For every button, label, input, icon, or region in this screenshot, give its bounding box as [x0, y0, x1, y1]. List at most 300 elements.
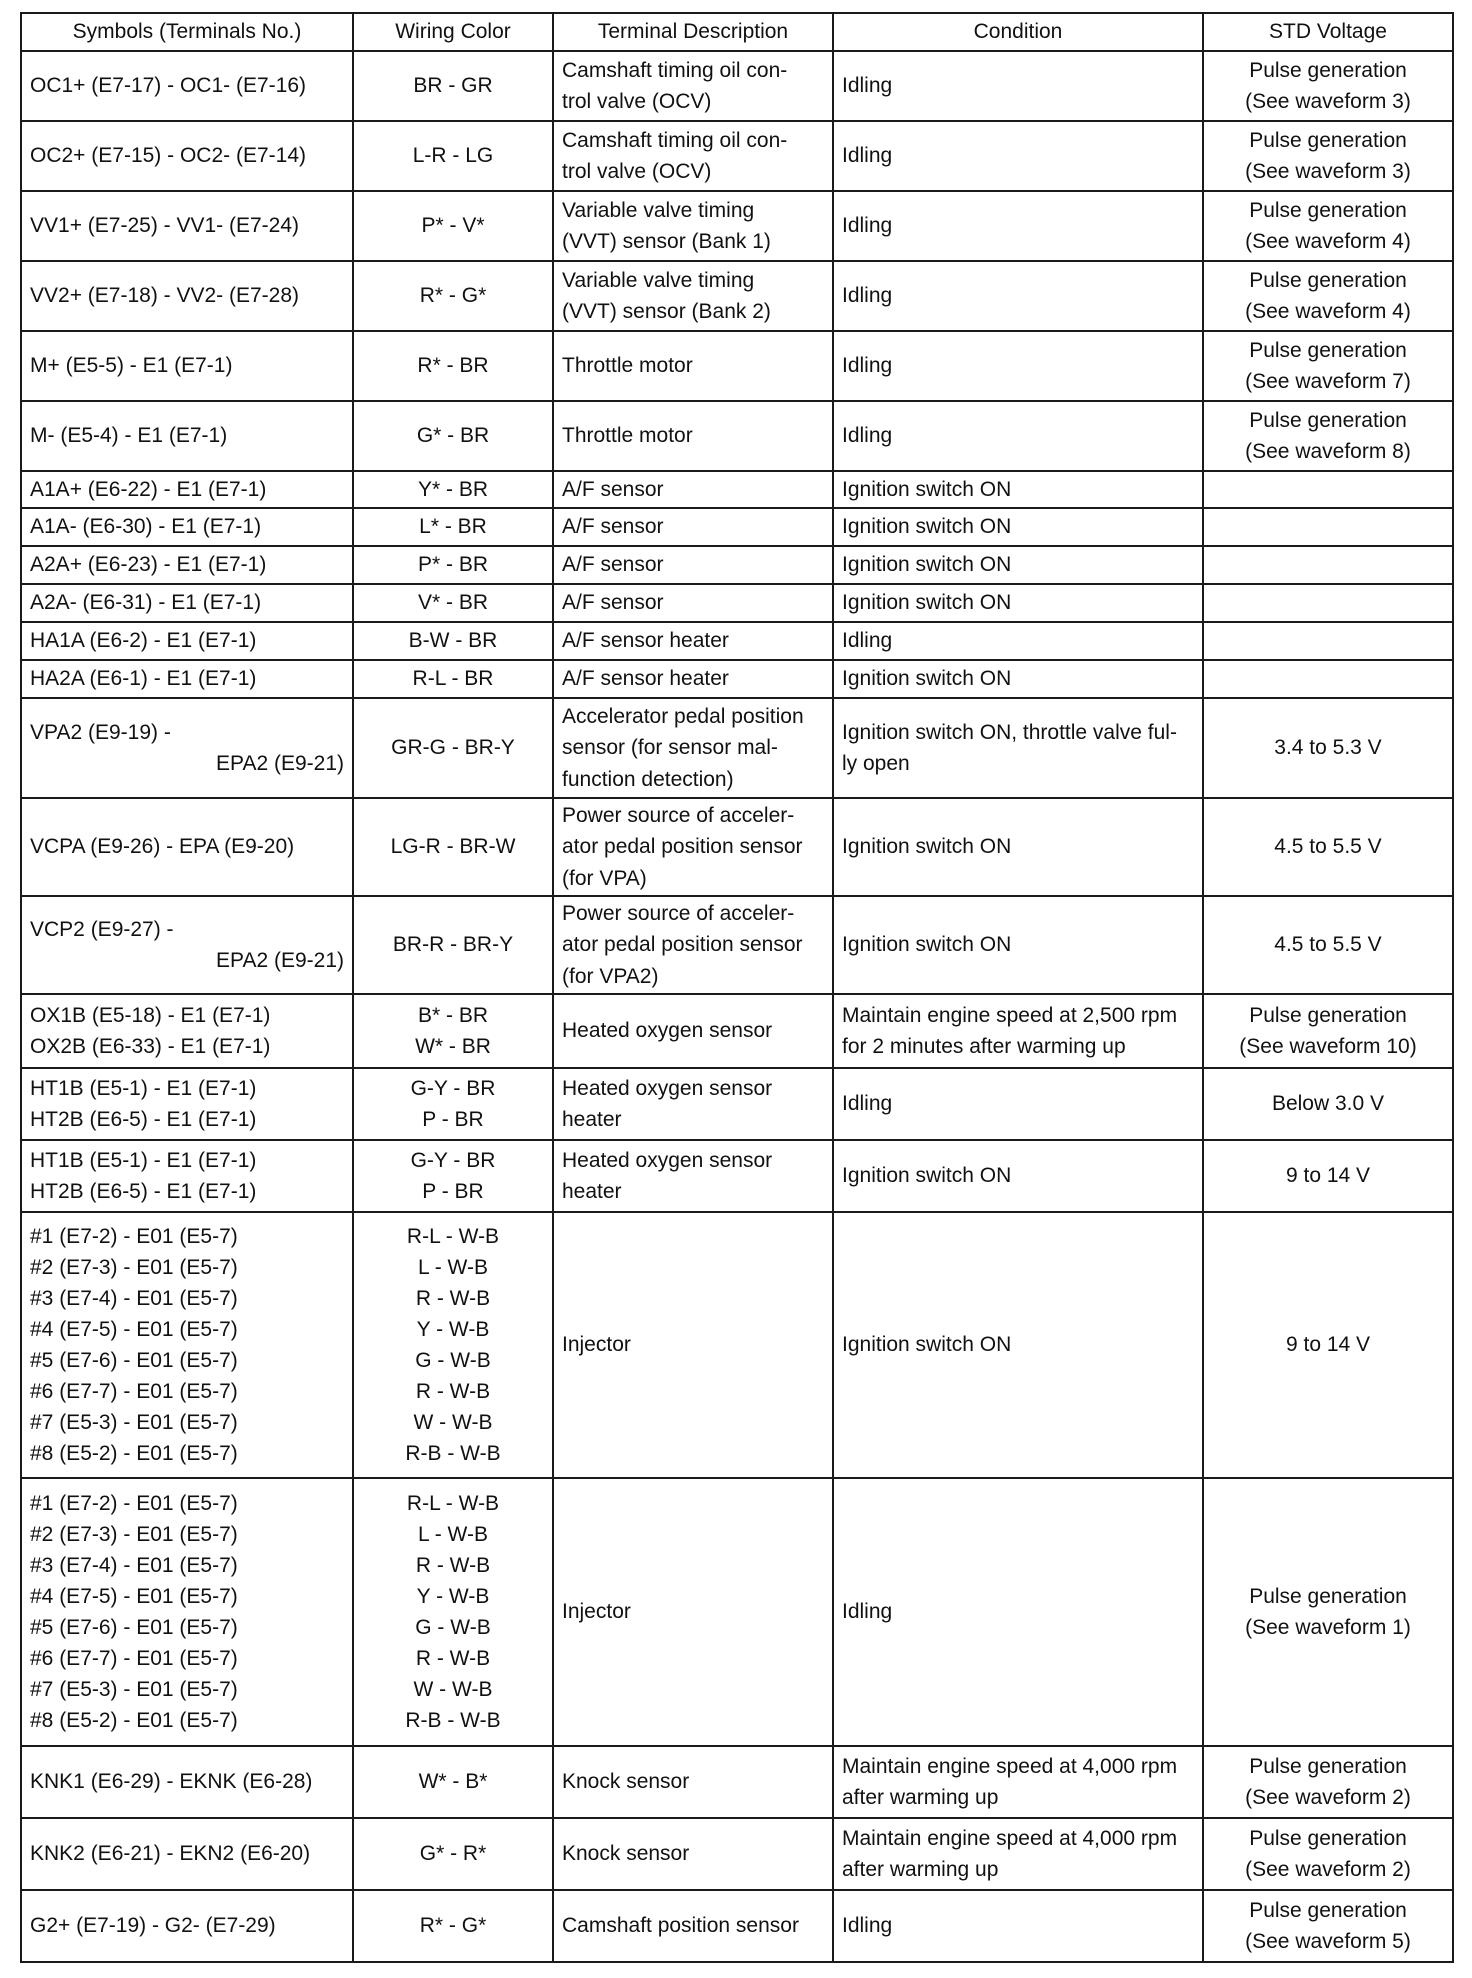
description-line: heater: [562, 1108, 622, 1131]
voltage-line: Pulse generation: [1249, 1584, 1407, 1608]
wiring-line: P* - BR: [417, 553, 488, 577]
condition-line: Idling: [842, 354, 893, 378]
description-line: Camshaft timing oil con-: [562, 58, 788, 82]
std-voltage-cell: [1203, 1068, 1453, 1140]
wiring-line: G-Y - BR: [410, 1148, 496, 1172]
description-line: A/F sensor heater: [562, 629, 729, 653]
voltage-line: (See waveform 8): [1245, 440, 1411, 463]
terminal-description-cell: [553, 51, 833, 121]
voltage-line: (See waveform 10): [1239, 1035, 1417, 1058]
condition-line: Ignition switch ON, throttle valve ful-: [842, 720, 1177, 744]
symbol-cell: [21, 1478, 353, 1746]
description-line: Throttle motor: [562, 354, 693, 378]
wiring-color-cell: [353, 1890, 553, 1962]
description-line: Accelerator pedal position: [562, 705, 804, 729]
description-line: Heated oxygen sensor: [562, 1148, 773, 1172]
wiring-color-cell: [353, 1746, 553, 1818]
condition-cell: [833, 1068, 1203, 1140]
wiring-line: R* - G*: [419, 1914, 487, 1938]
voltage-line: (See waveform 4): [1245, 300, 1411, 323]
description-line: function detection): [562, 767, 734, 791]
symbol-cell: [21, 1746, 353, 1818]
voltage-line: Pulse generation: [1249, 1898, 1407, 1922]
voltage-line: 4.5 to 5.5 V: [1274, 835, 1382, 859]
wiring-color-cell: [353, 698, 553, 798]
condition-line: Ignition switch ON: [842, 553, 1012, 577]
wiring-color-cell: [353, 622, 553, 660]
wiring-color-cell: [353, 261, 553, 331]
std-voltage-cell: [1203, 1140, 1453, 1212]
wiring-color-cell: [353, 798, 553, 896]
condition-line: Ignition switch ON: [842, 1164, 1012, 1188]
symbol-line: #8 (E5-2) - E01 (E5-7): [30, 1709, 238, 1733]
wiring-line: W - W-B: [413, 1411, 493, 1435]
wiring-line: L* - BR: [419, 515, 487, 539]
wiring-line: G - W-B: [415, 1349, 491, 1372]
wiring-color-cell: [353, 546, 553, 584]
symbol-cell: [21, 798, 353, 896]
wiring-color-cell: [353, 1818, 553, 1890]
voltage-line: 9 to 14 V: [1285, 1164, 1371, 1188]
condition-cell: [833, 331, 1203, 401]
std-voltage-cell: [1203, 1212, 1453, 1478]
voltage-line: Pulse generation: [1249, 198, 1407, 222]
wiring-color-cell: [353, 1212, 553, 1478]
symbol-cell: [21, 546, 353, 584]
std-voltage-cell: [1203, 508, 1453, 546]
condition-cell: [833, 261, 1203, 331]
symbol-line: #5 (E7-6) - E01 (E5-7): [30, 1616, 238, 1639]
symbol-line: #5 (E7-6) - E01 (E5-7): [30, 1349, 238, 1372]
description-line: (for VPA2): [562, 964, 659, 988]
table-row: [21, 1478, 1453, 1746]
condition-line: Idling: [842, 1600, 893, 1624]
condition-line: Ignition switch ON: [842, 591, 1012, 615]
description-line: Knock sensor: [562, 1770, 690, 1794]
std-voltage-cell: [1203, 331, 1453, 401]
wiring-color-cell: [353, 896, 553, 994]
voltage-line: Pulse generation: [1249, 58, 1407, 82]
symbol-cell: [21, 896, 353, 994]
table-row: [21, 1068, 1453, 1140]
wiring-color-cell: [353, 1140, 553, 1212]
wiring-color-cell: [353, 1478, 553, 1746]
voltage-line: (See waveform 1): [1245, 1616, 1411, 1639]
terminal-description-cell: [553, 1478, 833, 1746]
symbol-line: #3 (E7-4) - E01 (E5-7): [30, 1286, 238, 1310]
condition-line: Ignition switch ON: [842, 933, 1012, 957]
std-voltage-cell: [1203, 622, 1453, 660]
condition-line: for 2 minutes after warming up: [842, 1035, 1126, 1058]
symbol-cell: [21, 121, 353, 191]
condition-line: Idling: [842, 424, 893, 448]
condition-cell: [833, 1818, 1203, 1890]
description-line: (VVT) sensor (Bank 2): [562, 300, 771, 323]
description-line: Heated oxygen sensor: [562, 1019, 773, 1043]
symbol-line: #8 (E5-2) - E01 (E5-7): [30, 1442, 238, 1466]
terminal-description-cell: [553, 471, 833, 508]
condition-line: Ignition switch ON: [842, 835, 1012, 859]
description-line: Knock sensor: [562, 1842, 690, 1866]
std-voltage-cell: [1203, 584, 1453, 622]
symbol-cell: [21, 622, 353, 660]
wiring-line: R - W-B: [415, 1286, 491, 1310]
wiring-line: V* - BR: [417, 591, 488, 615]
symbol-line: EPA2 (E9-21): [216, 949, 344, 972]
condition-cell: [833, 896, 1203, 994]
table-row: [21, 51, 1453, 121]
std-voltage-cell: [1203, 191, 1453, 261]
terminal-description-cell: [553, 1746, 833, 1818]
voltage-line: (See waveform 3): [1245, 160, 1411, 183]
condition-cell: [833, 191, 1203, 261]
voltage-line: Pulse generation: [1249, 1754, 1407, 1778]
condition-line: Ignition switch ON: [842, 667, 1012, 691]
table-row: [21, 1818, 1453, 1890]
symbol-line: #6 (E7-7) - E01 (E5-7): [30, 1380, 238, 1404]
condition-line: Idling: [842, 1092, 893, 1116]
table-row: [21, 331, 1453, 401]
symbol-line: #2 (E7-3) - E01 (E5-7): [30, 1255, 238, 1279]
description-line: A/F sensor heater: [562, 667, 729, 691]
condition-cell: [833, 546, 1203, 584]
symbol-line: HT2B (E6-5) - E1 (E7-1): [30, 1108, 257, 1131]
voltage-line: (See waveform 2): [1245, 1786, 1411, 1809]
wiring-color-cell: [353, 401, 553, 471]
wiring-line: BR-R - BR-Y: [392, 933, 514, 957]
symbol-line: G2+ (E7-19) - G2- (E7-29): [30, 1914, 276, 1938]
condition-line: ly open: [842, 752, 910, 775]
wiring-line: LG-R - BR-W: [390, 835, 516, 859]
table-row: [21, 191, 1453, 261]
terminal-description-cell: [553, 1818, 833, 1890]
std-voltage-cell: [1203, 51, 1453, 121]
condition-cell: [833, 798, 1203, 896]
symbol-line: KNK1 (E6-29) - EKNK (E6-28): [30, 1770, 313, 1794]
wiring-color-cell: [353, 331, 553, 401]
condition-line: Ignition switch ON: [842, 1333, 1012, 1357]
terminal-description-cell: [553, 1212, 833, 1478]
symbol-cell: [21, 471, 353, 508]
terminal-description-cell: [553, 622, 833, 660]
wiring-color-cell: [353, 471, 553, 508]
std-voltage-cell: [1203, 471, 1453, 508]
description-line: (for VPA): [562, 866, 647, 890]
symbol-line: VV1+ (E7-25) - VV1- (E7-24): [30, 214, 300, 238]
description-line: Heated oxygen sensor: [562, 1076, 773, 1100]
std-voltage-cell: [1203, 994, 1453, 1068]
wiring-line: W - W-B: [413, 1678, 493, 1702]
symbol-line: #1 (E7-2) - E01 (E5-7): [30, 1224, 238, 1248]
header-condition: Condition: [833, 13, 1203, 51]
condition-line: Ignition switch ON: [842, 515, 1012, 539]
wiring-color-cell: [353, 508, 553, 546]
condition-line: Idling: [842, 284, 893, 308]
terminal-voltage-table: [20, 12, 1454, 1963]
condition-cell: [833, 994, 1203, 1068]
table-row: [21, 1140, 1453, 1212]
table-row: [21, 471, 1453, 508]
table-row: [21, 798, 1453, 896]
wiring-line: R - W-B: [415, 1553, 491, 1577]
condition-line: Maintain engine speed at 2,500 rpm: [842, 1003, 1178, 1027]
symbol-line: #2 (E7-3) - E01 (E5-7): [30, 1522, 238, 1546]
table-row: [21, 1746, 1453, 1818]
symbol-line: HA2A (E6-1) - E1 (E7-1): [30, 667, 257, 691]
symbol-line: #3 (E7-4) - E01 (E5-7): [30, 1553, 238, 1577]
header-std-voltage: STD Voltage: [1203, 13, 1453, 51]
table-row: [21, 622, 1453, 660]
voltage-line: Pulse generation: [1249, 1826, 1407, 1850]
condition-line: Idling: [842, 144, 893, 168]
symbol-line: HT2B (E6-5) - E1 (E7-1): [30, 1180, 257, 1203]
description-line: (VVT) sensor (Bank 1): [562, 230, 771, 253]
header-wiring-color: Wiring Color: [353, 13, 553, 51]
terminal-description-cell: [553, 896, 833, 994]
voltage-line: Pulse generation: [1249, 338, 1407, 362]
symbol-line: A2A- (E6-31) - E1 (E7-1): [30, 591, 262, 615]
symbol-cell: [21, 660, 353, 698]
symbol-cell: [21, 331, 353, 401]
wiring-line: B-W - BR: [408, 629, 498, 653]
symbol-line: KNK2 (E6-21) - EKN2 (E6-20): [30, 1842, 311, 1866]
description-line: ator pedal position sensor: [562, 933, 803, 957]
std-voltage-cell: [1203, 546, 1453, 584]
symbol-cell: [21, 994, 353, 1068]
symbol-line: OC2+ (E7-15) - OC2- (E7-14): [30, 144, 306, 168]
table-row: [21, 1890, 1453, 1962]
terminal-description-cell: [553, 660, 833, 698]
terminal-description-cell: [553, 1068, 833, 1140]
wiring-line: R - W-B: [415, 1380, 491, 1404]
table-row: [21, 660, 1453, 698]
description-line: A/F sensor: [562, 591, 664, 615]
wiring-line: P - BR: [422, 1180, 484, 1203]
voltage-line: Pulse generation: [1249, 128, 1407, 152]
wiring-line: L - W-B: [417, 1522, 488, 1546]
terminal-voltage-table-container: [20, 12, 1452, 1963]
symbol-line: VCPA (E9-26) - EPA (E9-20): [30, 835, 295, 859]
table-row: [21, 584, 1453, 622]
condition-cell: [833, 51, 1203, 121]
condition-cell: [833, 121, 1203, 191]
wiring-color-cell: [353, 660, 553, 698]
description-line: Injector: [562, 1333, 631, 1357]
symbol-line: OX1B (E5-18) - E1 (E7-1): [30, 1003, 271, 1027]
std-voltage-cell: [1203, 401, 1453, 471]
description-line: Variable valve timing: [562, 268, 755, 292]
condition-line: Maintain engine speed at 4,000 rpm: [842, 1754, 1178, 1778]
wiring-line: P - BR: [422, 1108, 484, 1131]
terminal-description-cell: [553, 546, 833, 584]
symbol-line: #6 (E7-7) - E01 (E5-7): [30, 1647, 238, 1671]
std-voltage-cell: [1203, 896, 1453, 994]
wiring-line: R* - BR: [417, 354, 489, 378]
table-row: [21, 546, 1453, 584]
symbol-line: VV2+ (E7-18) - VV2- (E7-28): [30, 284, 300, 308]
wiring-line: GR-G - BR-Y: [391, 736, 515, 760]
wiring-line: R-L - W-B: [406, 1224, 500, 1248]
terminal-description-cell: [553, 121, 833, 191]
wiring-line: W* - BR: [415, 1035, 491, 1058]
voltage-line: 9 to 14 V: [1285, 1333, 1371, 1357]
symbol-cell: [21, 1068, 353, 1140]
condition-cell: [833, 622, 1203, 660]
table-row: [21, 121, 1453, 191]
symbol-cell: [21, 1818, 353, 1890]
table-header-row: [21, 13, 1453, 51]
wiring-color-cell: [353, 584, 553, 622]
condition-cell: [833, 1890, 1203, 1962]
description-line: Camshaft timing oil con-: [562, 128, 788, 152]
voltage-line: Pulse generation: [1249, 1003, 1407, 1027]
voltage-line: (See waveform 3): [1245, 90, 1411, 113]
terminal-description-cell: [553, 401, 833, 471]
condition-line: after warming up: [842, 1786, 999, 1809]
description-line: A/F sensor: [562, 515, 664, 539]
symbol-line: M+ (E5-5) - E1 (E7-1): [30, 354, 233, 378]
symbol-line: A1A- (E6-30) - E1 (E7-1): [30, 515, 262, 539]
symbol-cell: [21, 1140, 353, 1212]
condition-cell: [833, 1212, 1203, 1478]
wiring-line: BR - GR: [413, 74, 493, 98]
description-line: sensor (for sensor mal-: [562, 736, 778, 760]
symbol-cell: [21, 698, 353, 798]
terminal-description-cell: [553, 994, 833, 1068]
table-row: [21, 896, 1453, 994]
description-line: trol valve (OCV): [562, 90, 712, 113]
description-line: Variable valve timing: [562, 198, 755, 222]
symbol-line: #1 (E7-2) - E01 (E5-7): [30, 1491, 238, 1515]
terminal-description-cell: [553, 798, 833, 896]
symbol-line: VPA2 (E9-19) -: [30, 720, 171, 744]
wiring-line: Y - W-B: [416, 1317, 490, 1341]
wiring-color-cell: [353, 994, 553, 1068]
wiring-line: R - W-B: [415, 1647, 491, 1671]
wiring-color-cell: [353, 1068, 553, 1140]
wiring-color-cell: [353, 121, 553, 191]
condition-cell: [833, 1746, 1203, 1818]
symbol-cell: [21, 584, 353, 622]
symbol-line: VCP2 (E9-27) -: [30, 917, 174, 941]
std-voltage-cell: [1203, 121, 1453, 191]
table-row: [21, 1212, 1453, 1478]
std-voltage-cell: [1203, 660, 1453, 698]
wiring-line: R* - G*: [419, 284, 487, 308]
condition-line: Idling: [842, 1914, 893, 1938]
symbol-line: #4 (E7-5) - E01 (E5-7): [30, 1317, 238, 1341]
std-voltage-cell: [1203, 698, 1453, 798]
wiring-line: L-R - LG: [412, 144, 494, 168]
symbol-line: EPA2 (E9-21): [216, 752, 344, 775]
wiring-line: B* - BR: [417, 1003, 488, 1027]
symbol-cell: [21, 508, 353, 546]
condition-line: Ignition switch ON: [842, 477, 1012, 501]
wiring-line: L - W-B: [417, 1255, 488, 1279]
description-line: Power source of acceler-: [562, 804, 795, 828]
condition-cell: [833, 401, 1203, 471]
condition-cell: [833, 1140, 1203, 1212]
wiring-color-cell: [353, 191, 553, 261]
description-line: trol valve (OCV): [562, 160, 712, 183]
voltage-line: 4.5 to 5.5 V: [1274, 933, 1382, 957]
description-line: Power source of acceler-: [562, 902, 795, 926]
condition-line: Idling: [842, 74, 893, 98]
terminal-description-cell: [553, 698, 833, 798]
condition-cell: [833, 1478, 1203, 1746]
header-terminal-description: Terminal Description: [553, 13, 833, 51]
wiring-line: G* - BR: [416, 424, 490, 448]
symbol-line: HA1A (E6-2) - E1 (E7-1): [30, 629, 257, 653]
symbol-cell: [21, 51, 353, 121]
symbol-line: HT1B (E5-1) - E1 (E7-1): [30, 1148, 257, 1172]
std-voltage-cell: [1203, 1890, 1453, 1962]
voltage-line: Below 3.0 V: [1271, 1092, 1385, 1116]
table-row: [21, 698, 1453, 798]
table-row: [21, 508, 1453, 546]
symbol-cell: [21, 191, 353, 261]
std-voltage-cell: [1203, 1818, 1453, 1890]
wiring-line: R-B - W-B: [405, 1442, 501, 1466]
symbol-line: M- (E5-4) - E1 (E7-1): [30, 424, 228, 448]
symbol-line: OC1+ (E7-17) - OC1- (E7-16): [30, 74, 306, 98]
symbol-line: A1A+ (E6-22) - E1 (E7-1): [30, 477, 267, 501]
std-voltage-cell: [1203, 1478, 1453, 1746]
terminal-description-cell: [553, 1890, 833, 1962]
wiring-line: G - W-B: [415, 1616, 491, 1639]
description-line: Camshaft position sensor: [562, 1914, 799, 1938]
wiring-color-cell: [353, 51, 553, 121]
table-row: [21, 994, 1453, 1068]
description-line: heater: [562, 1180, 622, 1203]
std-voltage-cell: [1203, 261, 1453, 331]
symbol-cell: [21, 401, 353, 471]
wiring-line: R-L - BR: [412, 667, 494, 691]
symbol-line: #7 (E5-3) - E01 (E5-7): [30, 1678, 238, 1702]
wiring-line: Y* - BR: [417, 477, 488, 501]
condition-cell: [833, 698, 1203, 798]
symbol-line: HT1B (E5-1) - E1 (E7-1): [30, 1076, 257, 1100]
condition-cell: [833, 584, 1203, 622]
wiring-line: G* - R*: [419, 1842, 487, 1866]
terminal-description-cell: [553, 508, 833, 546]
symbol-line: #4 (E7-5) - E01 (E5-7): [30, 1584, 238, 1608]
table-body: [21, 51, 1453, 1962]
condition-line: Idling: [842, 629, 893, 653]
table-row: [21, 401, 1453, 471]
symbol-cell: [21, 1890, 353, 1962]
condition-line: after warming up: [842, 1858, 999, 1881]
wiring-line: G-Y - BR: [410, 1076, 496, 1100]
terminal-description-cell: [553, 584, 833, 622]
voltage-line: (See waveform 2): [1245, 1858, 1411, 1881]
table-row: [21, 261, 1453, 331]
symbol-line: OX2B (E6-33) - E1 (E7-1): [30, 1035, 271, 1058]
description-line: A/F sensor: [562, 553, 664, 577]
wiring-line: P* - V*: [421, 214, 485, 238]
terminal-description-cell: [553, 261, 833, 331]
symbol-cell: [21, 261, 353, 331]
voltage-line: Pulse generation: [1249, 408, 1407, 432]
description-line: A/F sensor: [562, 477, 664, 501]
description-line: Injector: [562, 1600, 631, 1624]
terminal-description-cell: [553, 331, 833, 401]
voltage-line: (See waveform 4): [1245, 230, 1411, 253]
condition-cell: [833, 508, 1203, 546]
voltage-line: (See waveform 7): [1245, 370, 1411, 393]
description-line: Throttle motor: [562, 424, 693, 448]
header-symbols: Symbols (Terminals No.): [21, 13, 353, 51]
